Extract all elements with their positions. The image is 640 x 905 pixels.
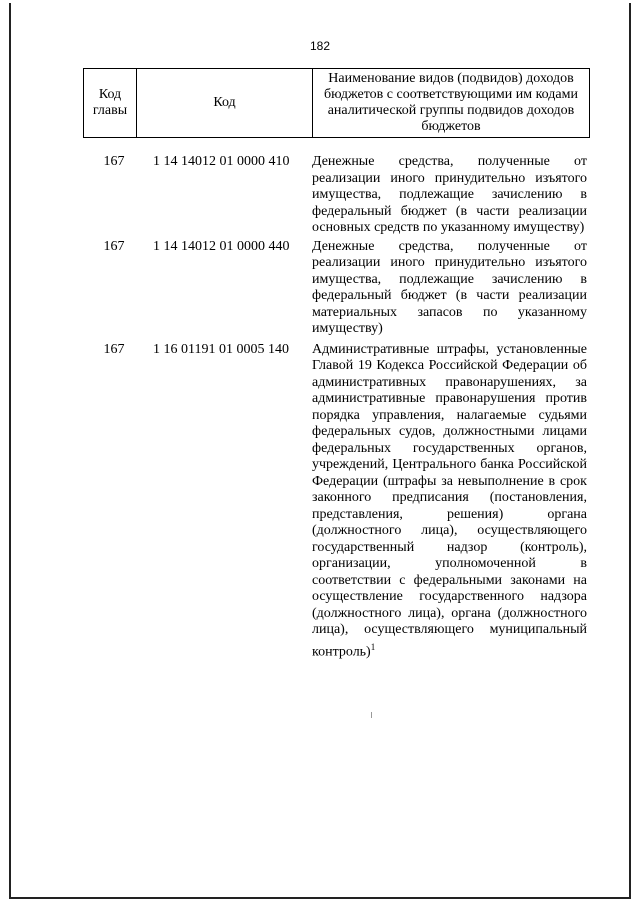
row-chapter-code: 167 <box>103 341 125 357</box>
row-name <box>312 154 587 237</box>
row-name-text: Денежные средства, полученные от реализации иного принудительно изъятого имущества, подлежащие зачислению в федеральный бюджет (в части реализации основных средств по указанному имуществу) <box>312 154 587 235</box>
header-code: Код <box>137 69 313 138</box>
row-code: 1 16 01191 01 0005 140 <box>153 341 289 357</box>
table-body <box>0 154 640 661</box>
row-name-text: Административные штрафы, установленные Главой 19 Кодекса Российской Федерации об административных правонарушениях, за административные правонарушения против порядка управления, налагаемые судьями федеральных судов, должностными лицами федеральных государственных органов, учреждений, Центрального банка Российской Федерации (штрафы за невыполнение в срок законного предписания (постановления, представления, решения) органа (должностного лица), осуществляющего государственный надзор (контроль), организации, уполномоченной в соответствии с федеральными законами на осуществление государственного надзора (должностного лица), органа (должностного лица), осуществляющего муниципальный контроль) <box>312 341 587 660</box>
row-code: 1 14 14012 01 0000 410 <box>153 154 290 169</box>
row-name <box>312 239 587 338</box>
page-number: 182 <box>309 39 331 53</box>
footnote-marker: 1 <box>370 641 376 652</box>
row-code: 1 14 14012 01 0000 440 <box>153 238 290 254</box>
header-chapter-code: Код главы <box>84 69 137 138</box>
row-name-text: Денежные средства, полученные от реализации иного принудительно изъятого имущества, подлежащие зачислению в федеральный бюджет (в части реализации материальных запасов по указанному имуществу) <box>312 238 587 336</box>
row-chapter-code: 167 <box>103 238 125 254</box>
header-name: Наименование видов (подвидов) доходов бюджетов с соответствующими им кодами аналитической группы подвидов доходов бюджетов <box>313 69 590 138</box>
table-row <box>0 239 640 338</box>
table-header <box>83 68 590 138</box>
row-name <box>312 342 587 661</box>
row-chapter-code: 167 <box>103 154 125 169</box>
scan-artifact <box>371 712 372 718</box>
table-row <box>0 342 640 661</box>
table-row <box>0 154 640 237</box>
